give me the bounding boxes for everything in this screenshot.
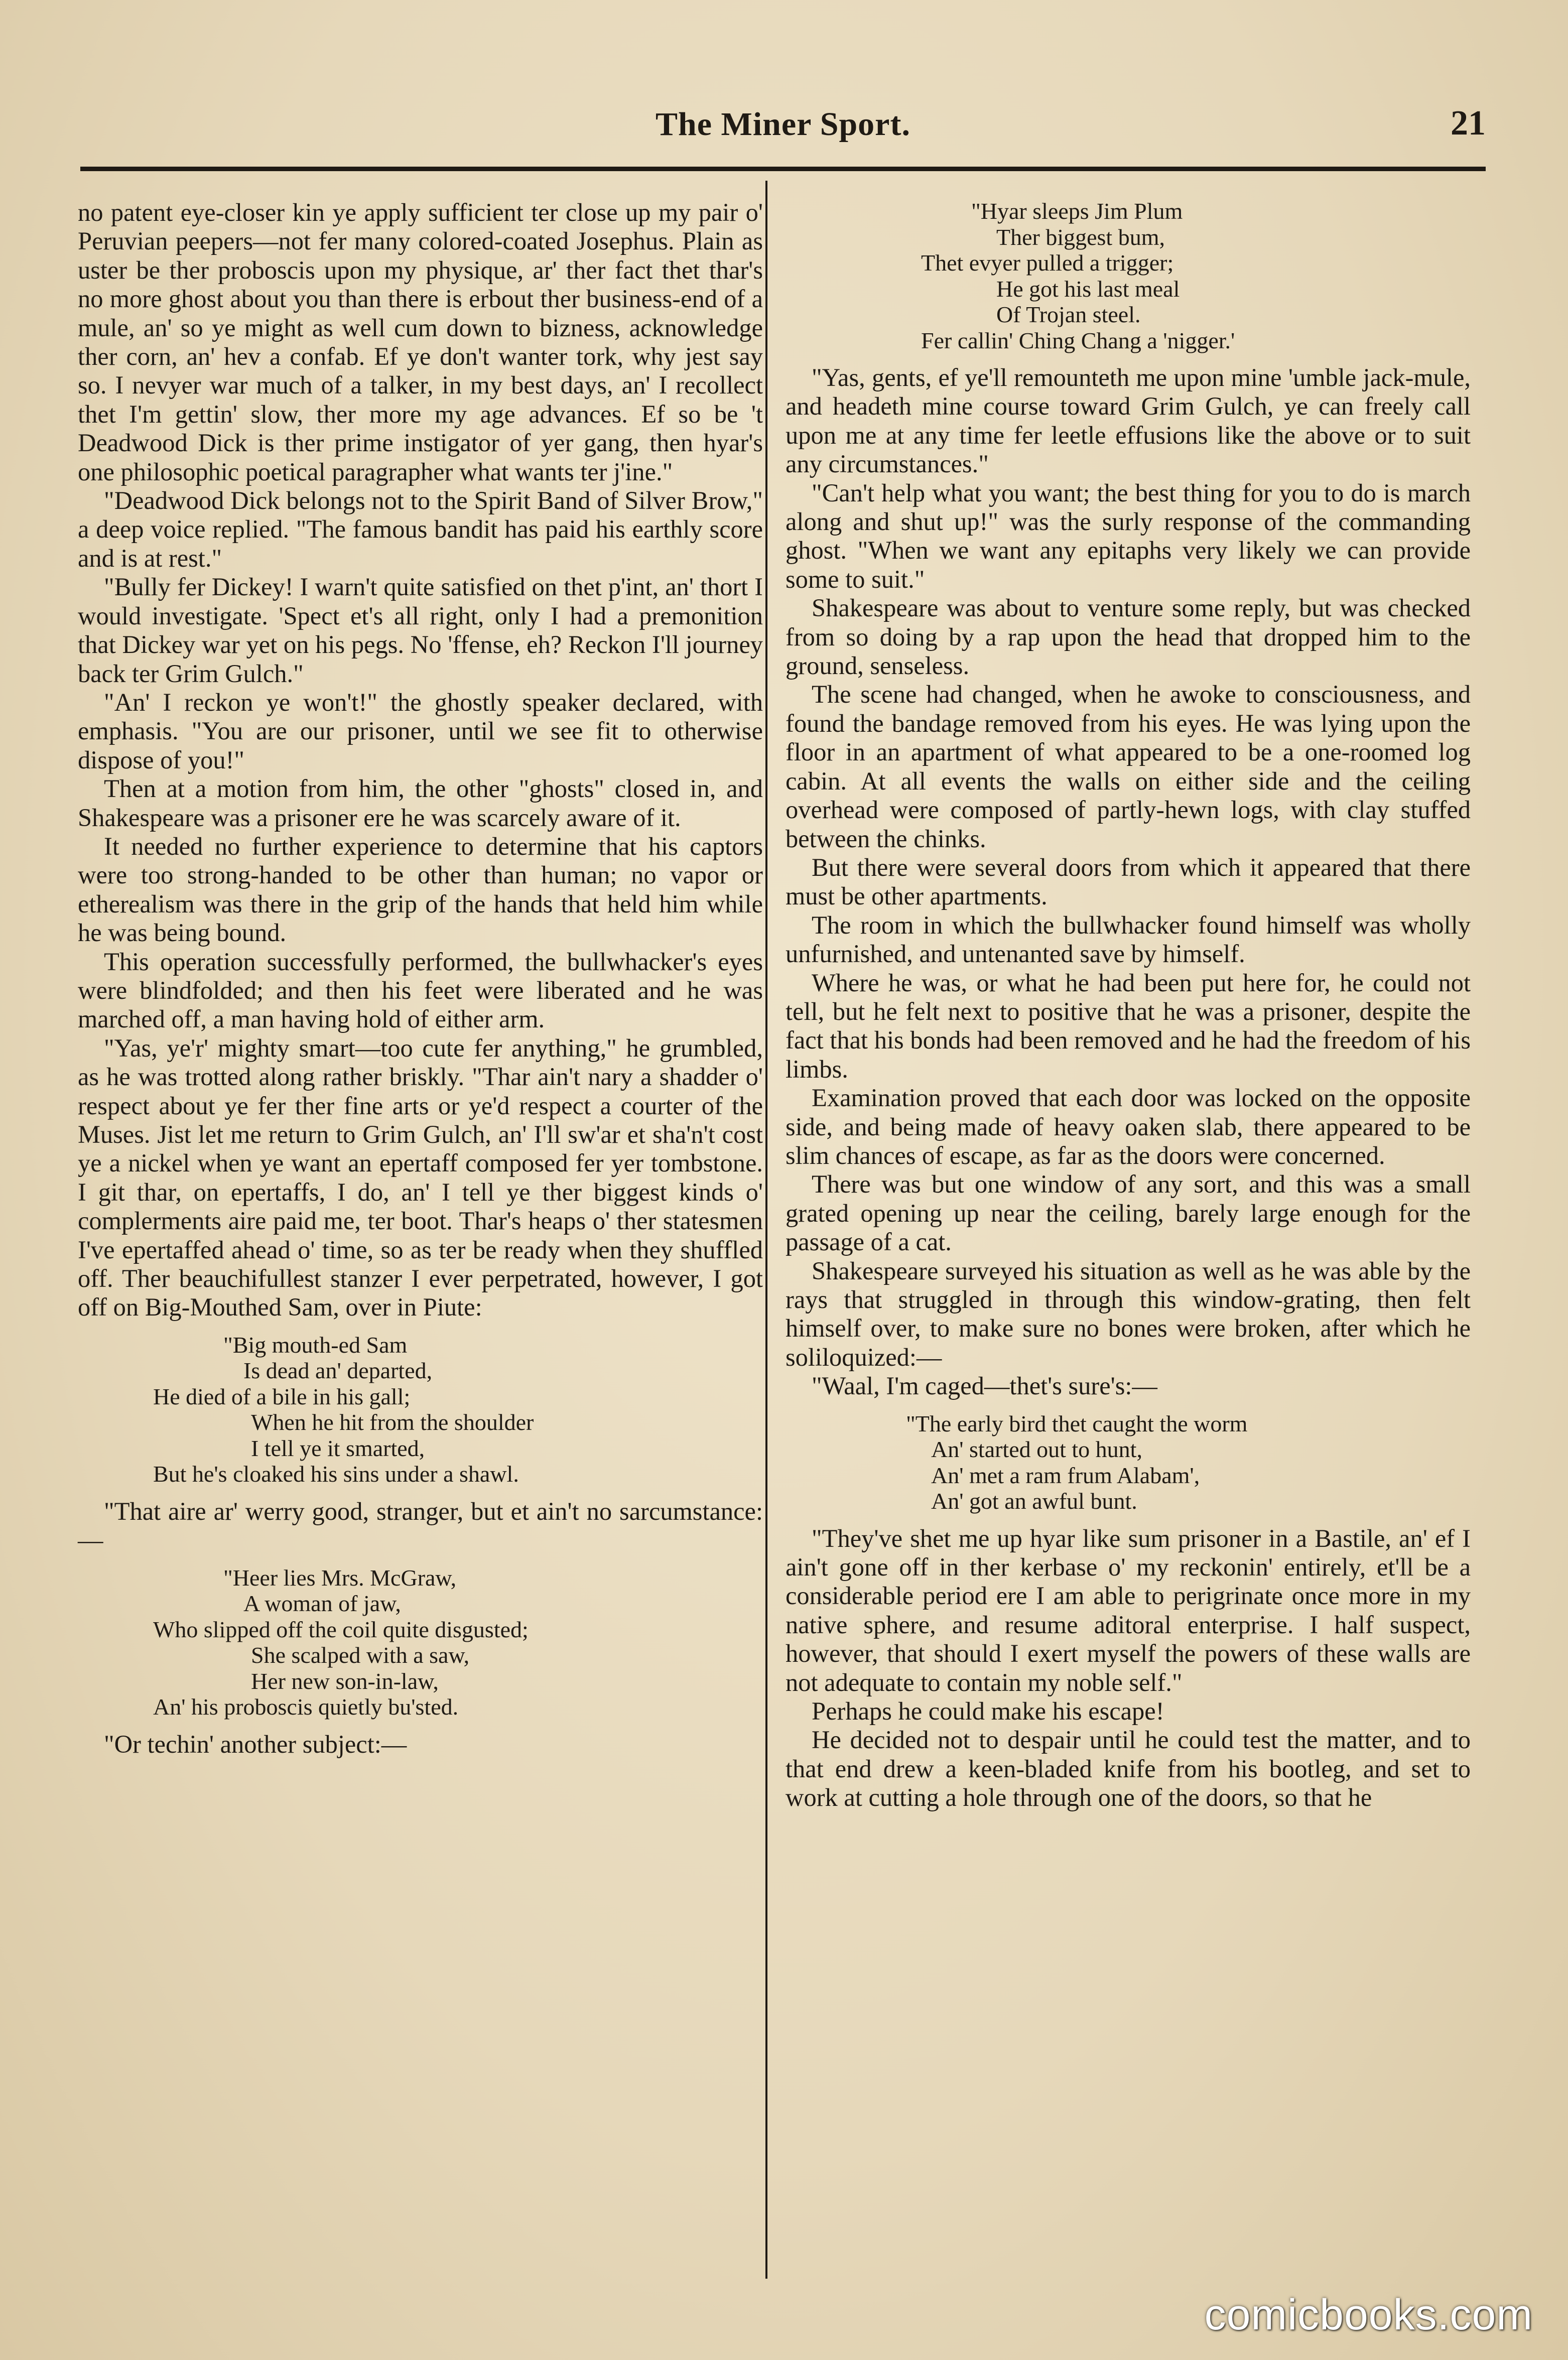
paragraph: no patent eye-closer kin ye apply sufficient ter close up my pair o' Peruvian peepers—not fer many colored-coated Josephus. Plain as uster be ther proboscis upon my physique, ar' ther fact thet thar's no more ghost about you than there is erbout ther business-end of a mule, an' so ye might as well cum down to bizness, acknowledge ther corn, an' hev a confab. Ef ye don't wanter tork, why jest say so. I nevyer war much of a talker, in my best days, an' I recollect thet I'm gettin' slow, ther more my age advances. Ef so be 't Deadwood Dick is ther prime instigator of yer gang, then hyar's one philosophic poetical paragrapher what wants ter j'ine.": [78, 198, 763, 486]
paragraph: Shakespeare surveyed his situation as well as he was able by the rays that struggled in through this window-grating, then felt himself over, to make sure no bones were broken, after which he soliloquized:—: [786, 1256, 1471, 1371]
verse-line: "Hyar sleeps Jim Plum: [971, 198, 1183, 224]
paragraph: This operation successfully performed, the bullwhacker's eyes were blindfolded; and then his feet were liberated and he was marched off, a man having hold of either arm.: [78, 947, 763, 1033]
verse-line: An' met a ram frum Alabam',: [931, 1462, 1200, 1488]
paragraph: Where he was, or what he had been put here for, he could not tell, but he felt next to positive that he was a prisoner, despite the fact that his bonds had been removed and he had the freedom of his limbs.: [786, 968, 1471, 1083]
paragraph: Examination proved that each door was locked on the opposite side, and being made of heavy oaken slab, there appeared to be slim chances of escape, as far as the doors were concerned.: [786, 1084, 1471, 1169]
paragraph: "Yas, ye'r' mighty smart—too cute fer anything," he grumbled, as he was trotted along rather briskly. "Thar ain't nary a shadder o' respect about ye fer ther fine arts or ye'd respect a courter of the Muses. Jist let me return to Grim Gulch, an' I'll sw'ar et sha'n't cost ye a nickel when ye want an epertaff composed fer yer tombstone. I git thar, on epertaffs, I do, an' I tell ye ther biggest kinds o' complerments aire paid me, ter boot. Thar's heaps o' ther statesmen I've epertaffed ahead o' time, so as ter be ready when they shuffled off. Ther beauchifullest stanzer I ever perpetrated, however, I got off on Big-Mouthed Sam, over in Piute:: [78, 1033, 763, 1322]
verse-line: Thet evyer pulled a trigger;: [921, 250, 1174, 276]
verse-line: But he's cloaked his sins under a shawl.: [153, 1461, 519, 1487]
verse-early-bird: [786, 1411, 1471, 1514]
verse-line: Who slipped off the coil quite disgusted;: [153, 1616, 529, 1642]
paragraph: Perhaps he could make his escape!: [812, 1697, 1164, 1726]
paragraph: Then at a motion from him, the other "ghosts" closed in, and Shakespeare was a prisoner ere he was scarcely aware of it.: [78, 774, 763, 832]
verse-line: "Big mouth-ed Sam: [223, 1332, 408, 1358]
paragraph: It needed no further experience to determine that his captors were too strong-handed to be other than human; no vapor or etherealism was there in the grip of the hands that held him while he was being bound.: [78, 832, 763, 947]
paragraph: The scene had changed, when he awoke to consciousness, and found the bandage removed from his eyes. He was lying upon the floor in an apartment of what appeared to be a one-roomed log cabin. At all events the walls on either side and the ceiling overhead were composed of partly-hewn logs, with clay stuffed between the chinks.: [786, 680, 1471, 853]
verse-line: "The early bird thet caught the worm: [906, 1410, 1248, 1436]
verse-line: Is dead an' departed,: [243, 1358, 433, 1384]
verse-line: Fer callin' Ching Chang a 'nigger.': [921, 327, 1235, 353]
verse-line: He got his last meal: [996, 276, 1180, 302]
paragraph: "Or techin' another subject:—: [104, 1730, 407, 1758]
running-title: The Miner Sport.: [656, 106, 910, 143]
page-header: [80, 100, 1486, 161]
verse-line: I tell ye it smarted,: [251, 1435, 425, 1461]
paragraph: "Can't help what you want; the best thing for you to do is march along and shut up!" was the surly response of the commanding ghost. "When we want any epitaphs very likely we can provide some to suit.": [786, 478, 1471, 593]
verse-line: An' his proboscis quietly bu'sted.: [153, 1694, 459, 1720]
verse-line: When he hit from the shoulder: [251, 1409, 534, 1435]
verse-line: An' got an awful bunt.: [931, 1488, 1137, 1514]
paragraph: He decided not to despair until he could test the matter, and to that end drew a keen-bladed knife from his bootleg, and set to work at cutting a hole through one of the doors, so that he: [786, 1726, 1471, 1812]
paragraph: "Bully fer Dickey! I warn't quite satisfied on thet p'int, an' thort I would investigate. 'Spect et's all right, only I had a premonition that Dickey war yet on his pegs. No 'ffense, eh? Reckon I'll journey back ter Grim Gulch.": [78, 573, 763, 688]
verse-line: An' started out to hunt,: [931, 1436, 1142, 1463]
source-watermark: comicbooks.com: [1204, 2291, 1533, 2339]
paragraph: There was but one window of any sort, and this was a small grated opening up near the ceiling, barely large enough for the passage of a cat.: [786, 1170, 1471, 1256]
verse-line: She scalped with a saw,: [251, 1642, 470, 1668]
paragraph: "Waal, I'm caged—thet's sure's:—: [812, 1372, 1157, 1400]
header-rule: [80, 167, 1486, 171]
verse-line: Of Trojan steel.: [996, 302, 1141, 327]
verse-mrs-mcgraw: [78, 1565, 763, 1720]
paragraph: "That aire ar' werry good, stranger, but et ain't no sarcumstance:—: [78, 1497, 763, 1554]
column-divider: [765, 181, 767, 2279]
right-column: [786, 198, 1471, 1812]
verse-line: Ther biggest bum,: [996, 224, 1165, 250]
paragraph: Shakespeare was about to venture some reply, but was checked from so doing by a rap upon the head that dropped him to the ground, senseless.: [786, 594, 1471, 680]
paragraph: "Yas, gents, ef ye'll remounteth me upon mine 'umble jack-mule, and headeth mine course toward Grim Gulch, ye can freely call upon me at any time fer leetle effusions like the above or to suit any circumstances.": [786, 363, 1471, 478]
paragraph: The room in which the bullwhacker found himself was wholly unfurnished, and untenanted save by himself.: [786, 910, 1471, 968]
paragraph: "Deadwood Dick belongs not to the Spirit Band of Silver Brow," a deep voice replied. "The famous bandit has paid his earthly score and is at rest.": [78, 486, 763, 572]
left-column: [78, 198, 763, 1759]
paragraph: "An' I reckon ye won't!" the ghostly speaker declared, with emphasis. "You are our prisoner, until we see fit to otherwise dispose of you!": [78, 688, 763, 774]
verse-line: Her new son-in-law,: [251, 1668, 439, 1694]
verse-line: He died of a bile in his gall;: [153, 1383, 411, 1409]
verse-line: A woman of jaw,: [243, 1591, 401, 1617]
paragraph: But there were several doors from which it appeared that there must be other apartments.: [786, 853, 1471, 910]
verse-big-mouthed-sam: [78, 1332, 763, 1487]
paragraph: "They've shet me up hyar like sum prisoner in a Bastile, an' ef I ain't gone off in ther kerbase o' my reckonin' entirely, et'll be a considerable period ere I am able to perigrinate once more in my native sphere, and resume aditoral enterprise. I half suspect, however, that should I exert myself the powers of these walls are not adequate to contain my noble self.": [786, 1524, 1471, 1696]
verse-line: "Heer lies Mrs. McGraw,: [223, 1564, 457, 1591]
page-number: 21: [1451, 104, 1486, 143]
verse-jim-plum: [786, 198, 1471, 353]
